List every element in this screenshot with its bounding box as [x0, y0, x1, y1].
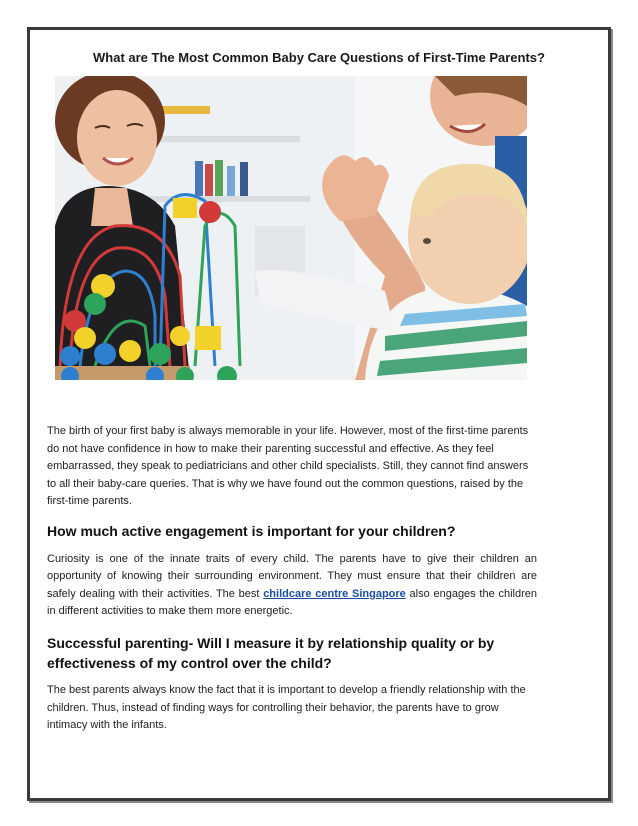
- childcare-centre-link[interactable]: childcare centre Singapore: [263, 587, 406, 600]
- paragraph-text: also engages the children in different activities to make them more energetic.: [47, 587, 537, 618]
- paragraph-text: Curiosity is one of the innate traits of every child. The parents have to give their children an opportunity of knowing their surrounding environment. They must ensure that their children are safely dealing with their activities. The best: [47, 552, 537, 600]
- section-parenting: [47, 634, 537, 735]
- section-heading-engagement: How much active engagement is important for your children?: [47, 523, 456, 539]
- hero-photo-parents-with-baby: [55, 76, 527, 380]
- intro-paragraph: The birth of your first baby is always memorable in your life. However, most of the first-time parents do not have confidence in how to make their parenting successful and effective. As they feel embarrassed, they speak to pediatricians and other child specialists. Still, they cannot find answers to all their baby-care queries. That is why we have found out the common questions, raised by the first-time parents.: [47, 425, 529, 508]
- section-engagement: [47, 522, 537, 621]
- section-paragraph-parenting: The best parents always know the fact that it is important to develop a friendly relationship with the children. Thus, instead of finding ways for controlling their behavior, the parents have to grow intimacy with the infants.: [47, 684, 526, 732]
- document-title: What are The Most Common Baby Care Questions of First-Time Parents?: [93, 50, 545, 65]
- intro-section: [47, 423, 537, 511]
- section-paragraph-engagement: [47, 551, 537, 621]
- section-heading-parenting: Successful parenting- Will I measure it by relationship quality or by effectiveness of my control over the child?: [47, 635, 495, 671]
